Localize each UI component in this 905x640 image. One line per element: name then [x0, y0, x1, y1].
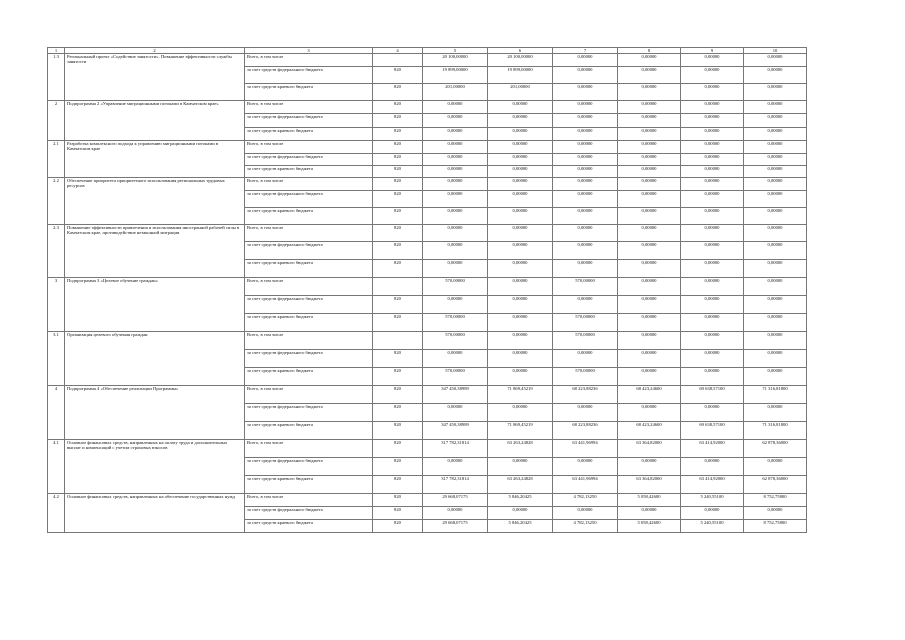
header-cell: 7: [553, 48, 618, 54]
header-cell: 3: [245, 48, 373, 54]
table-row: [48, 278, 807, 296]
amount-cell: 0,00000: [423, 507, 488, 520]
amount-cell: 570,00000: [553, 278, 618, 296]
amount-cell: 570,00000: [423, 314, 488, 332]
amount-cell: 0,00000: [744, 154, 807, 166]
amount-cell: 0,00000: [423, 208, 488, 225]
header-cell: 8: [618, 48, 681, 54]
budget-code: 820: [373, 350, 423, 368]
header-cell: 2: [65, 48, 245, 54]
funding-source: за счет средств краевого бюджета: [245, 166, 373, 178]
table-row: [48, 494, 807, 507]
budget-code: 820: [373, 166, 423, 178]
amount-cell: 0,00000: [488, 141, 553, 154]
funding-source: за счет средств краевого бюджета: [245, 368, 373, 386]
amount-cell: 570,00000: [553, 314, 618, 332]
amount-cell: 0,00000: [553, 54, 618, 67]
program-name: Обеспечение приоритета приоритетного использования региональных трудовых ресурсов: [65, 178, 245, 225]
funding-source: Всего, в том числе: [245, 101, 373, 114]
amount-cell: 0,00000: [488, 332, 553, 350]
amount-cell: 0,00000: [681, 114, 744, 128]
amount-cell: 0,00000: [744, 458, 807, 476]
amount-cell: 0,00000: [744, 368, 807, 386]
funding-source: Всего, в том числе: [245, 386, 373, 404]
funding-source: за счет средств краевого бюджета: [245, 476, 373, 494]
amount-cell: 0,00000: [681, 296, 744, 314]
funding-source: за счет средств федерального бюджета: [245, 154, 373, 166]
amount-cell: 0,00000: [553, 114, 618, 128]
amount-cell: 69 638,57100: [681, 422, 744, 440]
amount-cell: 0,00000: [618, 314, 681, 332]
amount-cell: 0,00000: [618, 404, 681, 422]
amount-cell: 0,00000: [618, 242, 681, 260]
funding-source: Всего, в том числе: [245, 494, 373, 507]
amount-cell: 0,00000: [553, 296, 618, 314]
header-cell: 9: [681, 48, 744, 54]
budget-code: 820: [373, 368, 423, 386]
budget-code: 820: [373, 476, 423, 494]
funding-source: за счет средств краевого бюджета: [245, 260, 373, 278]
row-number: 2.1: [48, 141, 65, 178]
amount-cell: 0,00000: [488, 166, 553, 178]
budget-code: 820: [373, 440, 423, 458]
amount-cell: 0,00000: [488, 178, 553, 191]
amount-cell: 68 423,24600: [618, 386, 681, 404]
amount-cell: 0,00000: [744, 404, 807, 422]
amount-cell: 0,00000: [423, 296, 488, 314]
amount-cell: 0,00000: [423, 101, 488, 114]
amount-cell: 0,00000: [553, 225, 618, 242]
amount-cell: 0,00000: [488, 368, 553, 386]
budget-code: [373, 332, 423, 350]
table-row: [48, 101, 807, 114]
amount-cell: 0,00000: [423, 114, 488, 128]
program-name: Региональный проект «Содействие занятости». Повышение эффективности службы занятости: [65, 54, 245, 101]
amount-cell: 0,00000: [618, 67, 681, 84]
amount-cell: 0,00000: [744, 101, 807, 114]
program-name: Основное финансовых средств, направленных на оплату труда и дополнительных выплат и компенсаций с учетом страховых взносов: [65, 440, 245, 494]
amount-cell: 63 364,82000: [618, 440, 681, 458]
funding-source: за счет средств федерального бюджета: [245, 458, 373, 476]
amount-cell: 570,00000: [553, 368, 618, 386]
amount-cell: 0,00000: [553, 350, 618, 368]
amount-cell: 8 752,75800: [744, 520, 807, 533]
amount-cell: 0,00000: [553, 166, 618, 178]
header-cell: 6: [488, 48, 553, 54]
amount-cell: 0,00000: [744, 54, 807, 67]
amount-cell: 5 058,42600: [618, 494, 681, 507]
amount-cell: 29 668,07175: [423, 520, 488, 533]
table-row: [48, 54, 807, 67]
amount-cell: 0,00000: [681, 278, 744, 296]
amount-cell: 0,00000: [744, 314, 807, 332]
funding-source: за счет средств краевого бюджета: [245, 128, 373, 141]
budget-code: 820: [373, 314, 423, 332]
amount-cell: 0,00000: [681, 101, 744, 114]
amount-cell: 0,00000: [488, 314, 553, 332]
amount-cell: 0,00000: [618, 225, 681, 242]
budget-code: 820: [373, 494, 423, 507]
funding-source: за счет средств федерального бюджета: [245, 507, 373, 520]
budget-code: 820: [373, 458, 423, 476]
amount-cell: 5 058,42600: [618, 520, 681, 533]
amount-cell: 0,00000: [681, 166, 744, 178]
amount-cell: 0,00000: [423, 154, 488, 166]
amount-cell: 0,00000: [553, 141, 618, 154]
amount-cell: 0,00000: [744, 507, 807, 520]
table-row: [48, 178, 807, 191]
funding-source: за счет средств федерального бюджета: [245, 404, 373, 422]
amount-cell: 0,00000: [488, 191, 553, 208]
budget-code: 820: [373, 520, 423, 533]
funding-source: за счет средств краевого бюджета: [245, 314, 373, 332]
budget-code: 820: [373, 141, 423, 154]
amount-cell: 5 846,20425: [488, 520, 553, 533]
amount-cell: 0,00000: [744, 84, 807, 101]
amount-cell: 0,00000: [553, 507, 618, 520]
amount-cell: 20 100,00000: [423, 54, 488, 67]
table-row: [48, 332, 807, 350]
amount-cell: 347 450,38989: [423, 422, 488, 440]
amount-cell: 317 782,31814: [423, 476, 488, 494]
amount-cell: 570,00000: [423, 368, 488, 386]
amount-cell: 0,00000: [553, 101, 618, 114]
amount-cell: 63 414,92000: [681, 476, 744, 494]
amount-cell: 0,00000: [488, 507, 553, 520]
amount-cell: 0,00000: [618, 101, 681, 114]
amount-cell: 0,00000: [744, 242, 807, 260]
amount-cell: 0,00000: [618, 296, 681, 314]
program-name: Основное финансовых средств, направленных на обеспечение государственных нужд: [65, 494, 245, 533]
amount-cell: 0,00000: [618, 507, 681, 520]
amount-cell: 0,00000: [488, 296, 553, 314]
amount-cell: 20 100,00000: [488, 54, 553, 67]
funding-source: Всего, в том числе: [245, 278, 373, 296]
amount-cell: 5 240,55100: [681, 520, 744, 533]
row-number: 4: [48, 386, 65, 440]
amount-cell: 0,00000: [681, 225, 744, 242]
table-body: [48, 54, 807, 533]
amount-cell: 317 782,31814: [423, 440, 488, 458]
funding-source: за счет средств федерального бюджета: [245, 242, 373, 260]
amount-cell: 0,00000: [618, 141, 681, 154]
amount-cell: 4 782,13250: [553, 494, 618, 507]
amount-cell: 0,00000: [681, 332, 744, 350]
amount-cell: 570,00000: [423, 278, 488, 296]
amount-cell: 63 414,92000: [681, 440, 744, 458]
program-name: Разработка комплексного подхода к управлению миграционными потоками в Камчатском крае: [65, 141, 245, 178]
amount-cell: 71 316,81800: [744, 386, 807, 404]
amount-cell: 0,00000: [618, 166, 681, 178]
table-row: [48, 225, 807, 242]
amount-cell: 0,00000: [744, 128, 807, 141]
amount-cell: 0,00000: [618, 154, 681, 166]
row-number: 2.2: [48, 178, 65, 225]
amount-cell: 0,00000: [488, 278, 553, 296]
funding-source: Всего, в том числе: [245, 141, 373, 154]
amount-cell: 0,00000: [618, 458, 681, 476]
amount-cell: 0,00000: [744, 67, 807, 84]
amount-cell: 0,00000: [423, 225, 488, 242]
amount-cell: 0,00000: [744, 141, 807, 154]
amount-cell: 0,00000: [423, 191, 488, 208]
amount-cell: 63 263,24828: [488, 440, 553, 458]
amount-cell: 0,00000: [681, 141, 744, 154]
budget-code: 820: [373, 208, 423, 225]
amount-cell: 0,00000: [744, 350, 807, 368]
amount-cell: 0,00000: [681, 178, 744, 191]
amount-cell: 0,00000: [681, 260, 744, 278]
amount-cell: 570,00000: [553, 332, 618, 350]
funding-source: Всего, в том числе: [245, 225, 373, 242]
amount-cell: 68 423,24600: [618, 422, 681, 440]
amount-cell: 29 668,07175: [423, 494, 488, 507]
amount-cell: 570,00000: [423, 332, 488, 350]
amount-cell: 0,00000: [488, 101, 553, 114]
funding-source: за счет средств федерального бюджета: [245, 350, 373, 368]
amount-cell: 0,00000: [681, 67, 744, 84]
budget-code: 820: [373, 225, 423, 242]
amount-cell: 19 899,00000: [488, 67, 553, 84]
budget-code: 820: [373, 191, 423, 208]
amount-cell: 71 869,45219: [488, 422, 553, 440]
amount-cell: 71 869,45219: [488, 386, 553, 404]
amount-cell: 0,00000: [553, 178, 618, 191]
amount-cell: 0,00000: [423, 141, 488, 154]
funding-source: Всего, в том числе: [245, 178, 373, 191]
funding-source: Всего, в том числе: [245, 332, 373, 350]
amount-cell: 4 782,13250: [553, 520, 618, 533]
row-number: 1.3: [48, 54, 65, 101]
amount-cell: 0,00000: [681, 54, 744, 67]
amount-cell: 0,00000: [423, 128, 488, 141]
funding-source: за счет средств федерального бюджета: [245, 114, 373, 128]
header-cell: 1: [48, 48, 65, 54]
amount-cell: 0,00000: [488, 114, 553, 128]
amount-cell: 8 752,75800: [744, 494, 807, 507]
amount-cell: 347 450,38989: [423, 386, 488, 404]
budget-code: 820: [373, 386, 423, 404]
amount-cell: 0,00000: [423, 166, 488, 178]
funding-source: Всего, в том числе: [245, 440, 373, 458]
amount-cell: 0,00000: [423, 404, 488, 422]
budget-code: 820: [373, 128, 423, 141]
amount-cell: 0,00000: [553, 404, 618, 422]
amount-cell: 0,00000: [423, 458, 488, 476]
funding-source: за счет средств федерального бюджета: [245, 296, 373, 314]
amount-cell: 0,00000: [488, 208, 553, 225]
amount-cell: 0,00000: [681, 404, 744, 422]
program-name: Подпрограмма 4 «Обеспечение реализации Программы»: [65, 386, 245, 440]
budget-code: 820: [373, 67, 423, 84]
amount-cell: 0,00000: [618, 278, 681, 296]
amount-cell: 0,00000: [553, 208, 618, 225]
amount-cell: 63 441,96994: [553, 440, 618, 458]
amount-cell: 0,00000: [618, 114, 681, 128]
row-number: 4.2: [48, 494, 65, 533]
amount-cell: 0,00000: [488, 350, 553, 368]
amount-cell: 0,00000: [553, 67, 618, 84]
amount-cell: 0,00000: [423, 242, 488, 260]
header-cell: 5: [423, 48, 488, 54]
amount-cell: 0,00000: [488, 260, 553, 278]
amount-cell: 0,00000: [618, 178, 681, 191]
amount-cell: 0,00000: [618, 350, 681, 368]
amount-cell: 0,00000: [488, 404, 553, 422]
funding-source: за счет средств краевого бюджета: [245, 84, 373, 101]
amount-cell: 0,00000: [681, 507, 744, 520]
budget-code: 820: [373, 260, 423, 278]
amount-cell: 63 364,82000: [618, 476, 681, 494]
amount-cell: 0,00000: [423, 178, 488, 191]
header-cell: 10: [744, 48, 807, 54]
amount-cell: 5 240,55100: [681, 494, 744, 507]
amount-cell: 0,00000: [553, 191, 618, 208]
amount-cell: 63 441,96994: [553, 476, 618, 494]
amount-cell: 0,00000: [618, 332, 681, 350]
amount-cell: 0,00000: [488, 154, 553, 166]
amount-cell: 0,00000: [423, 350, 488, 368]
funding-source: за счет средств краевого бюджета: [245, 422, 373, 440]
budget-code: 820: [373, 296, 423, 314]
amount-cell: 0,00000: [744, 208, 807, 225]
amount-cell: 71 316,81800: [744, 422, 807, 440]
amount-cell: 0,00000: [744, 225, 807, 242]
amount-cell: 0,00000: [553, 458, 618, 476]
funding-source: за счет средств краевого бюджета: [245, 208, 373, 225]
amount-cell: 68 223,88236: [553, 386, 618, 404]
amount-cell: 201,00000: [488, 84, 553, 101]
amount-cell: 0,00000: [618, 84, 681, 101]
amount-cell: 0,00000: [488, 128, 553, 141]
funding-source: за счет средств федерального бюджета: [245, 67, 373, 84]
budget-code: 820: [373, 178, 423, 191]
amount-cell: 0,00000: [553, 260, 618, 278]
amount-cell: 0,00000: [681, 191, 744, 208]
amount-cell: 0,00000: [681, 458, 744, 476]
budget-code: 820: [373, 114, 423, 128]
amount-cell: 0,00000: [744, 332, 807, 350]
amount-cell: 0,00000: [488, 225, 553, 242]
budget-code: 820: [373, 242, 423, 260]
row-number: 4.1: [48, 440, 65, 494]
amount-cell: 0,00000: [681, 350, 744, 368]
amount-cell: 0,00000: [681, 128, 744, 141]
amount-cell: 62 878,36000: [744, 476, 807, 494]
amount-cell: 63 263,24828: [488, 476, 553, 494]
amount-cell: 0,00000: [681, 242, 744, 260]
budget-code: 820: [373, 422, 423, 440]
amount-cell: 0,00000: [423, 260, 488, 278]
program-name: Повышение эффективности привлечения и использования иностранной рабочей силы в Камчатском крае, противодействие незаконной миграции: [65, 225, 245, 278]
amount-cell: 5 846,20425: [488, 494, 553, 507]
funding-source: Всего, в том числе: [245, 54, 373, 67]
row-number: 3: [48, 278, 65, 332]
amount-cell: 0,00000: [744, 278, 807, 296]
amount-cell: 0,00000: [488, 242, 553, 260]
budget-code: 820: [373, 507, 423, 520]
budget-code: 820: [373, 101, 423, 114]
row-number: 3.1: [48, 332, 65, 386]
amount-cell: 62 878,36000: [744, 440, 807, 458]
table-row: [48, 141, 807, 154]
amount-cell: 0,00000: [681, 368, 744, 386]
amount-cell: 68 223,88236: [553, 422, 618, 440]
amount-cell: 0,00000: [744, 114, 807, 128]
amount-cell: 0,00000: [618, 368, 681, 386]
header-cell: 4: [373, 48, 423, 54]
amount-cell: 0,00000: [488, 458, 553, 476]
amount-cell: 0,00000: [618, 128, 681, 141]
amount-cell: 0,00000: [744, 296, 807, 314]
amount-cell: 0,00000: [681, 208, 744, 225]
amount-cell: 0,00000: [681, 314, 744, 332]
amount-cell: 0,00000: [553, 84, 618, 101]
budget-code: 820: [373, 154, 423, 166]
budget-code: [373, 278, 423, 296]
row-number: 2: [48, 101, 65, 141]
amount-cell: 0,00000: [744, 191, 807, 208]
program-name: Подпрограмма 2 «Управление миграционными потоками в Камчатском крае»: [65, 101, 245, 141]
amount-cell: 0,00000: [744, 178, 807, 191]
table-row: [48, 440, 807, 458]
amount-cell: 0,00000: [618, 191, 681, 208]
amount-cell: 0,00000: [744, 260, 807, 278]
budget-code: 820: [373, 404, 423, 422]
budget-table: [47, 47, 807, 533]
program-name: Организация целевого обучения граждан: [65, 332, 245, 386]
funding-source: за счет средств краевого бюджета: [245, 520, 373, 533]
amount-cell: 0,00000: [618, 54, 681, 67]
table-row: [48, 386, 807, 404]
budget-code: 820: [373, 84, 423, 101]
funding-source: за счет средств федерального бюджета: [245, 191, 373, 208]
amount-cell: 201,00000: [423, 84, 488, 101]
amount-cell: 19 899,00000: [423, 67, 488, 84]
program-name: Подпрограмма 3 «Целевое обучение граждан»: [65, 278, 245, 332]
amount-cell: 0,00000: [618, 260, 681, 278]
amount-cell: 0,00000: [553, 154, 618, 166]
amount-cell: 69 638,57100: [681, 386, 744, 404]
amount-cell: 0,00000: [681, 154, 744, 166]
amount-cell: 0,00000: [553, 128, 618, 141]
amount-cell: 0,00000: [744, 166, 807, 178]
amount-cell: 0,00000: [553, 242, 618, 260]
budget-code: [373, 54, 423, 67]
amount-cell: 0,00000: [618, 208, 681, 225]
amount-cell: 0,00000: [681, 84, 744, 101]
row-number: 2.3: [48, 225, 65, 278]
